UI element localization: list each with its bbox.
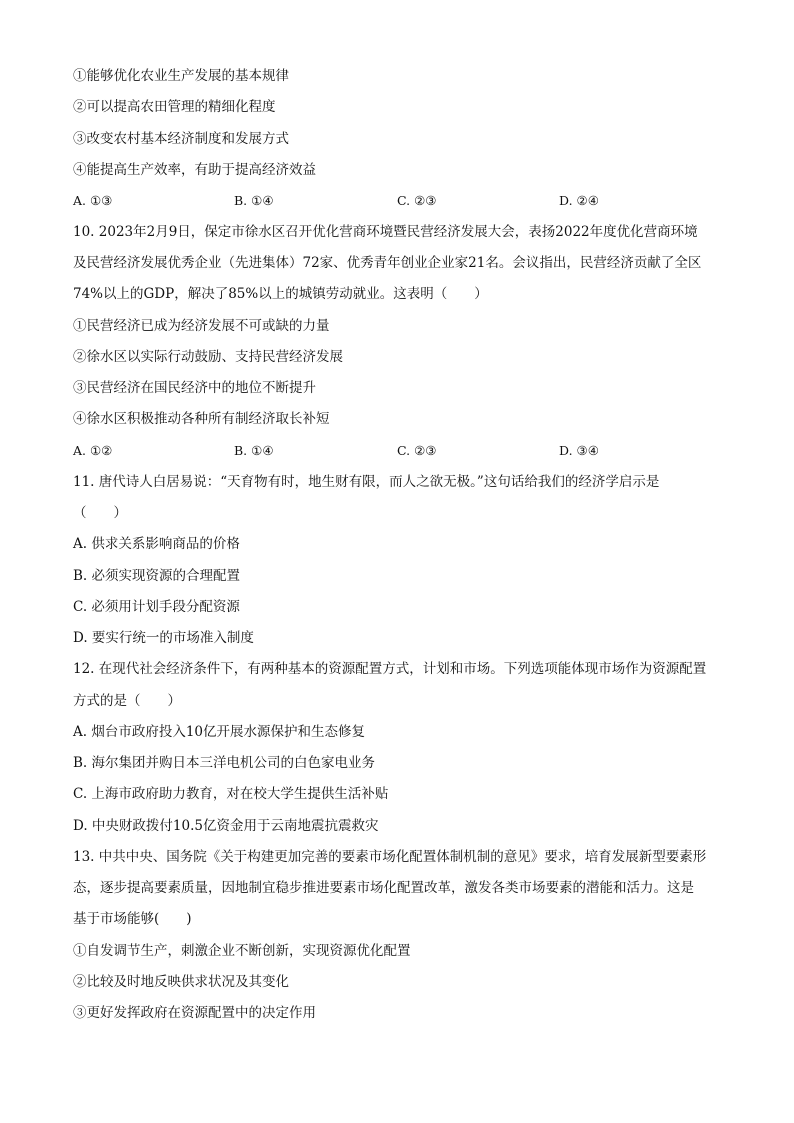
q9-option-d: D. ②④ (559, 193, 599, 208)
q9-options (73, 191, 733, 211)
q9-option-c: C. ②③ (397, 193, 437, 208)
q9-statement-3: ③改变农村基本经济制度和发展方式 (73, 131, 289, 147)
q11-stem-line-2: （ ） (73, 505, 127, 521)
q11-option-b: B. 必须实现资源的合理配置 (73, 568, 241, 584)
q9-statement-2: ②可以提高农田管理的精细化程度 (73, 99, 276, 115)
q11-stem-line-1: 11. 唐代诗人白居易说：“天育物有时，地生财有限，而人之欲无极。”这句话给我们的经济学启示是 (73, 474, 660, 490)
q10-statement-3: ③民营经济在国民经济中的地位不断提升 (73, 380, 316, 396)
q10-stem-line-1: 10. 2023年2月9日，保定市徐水区召开优化营商环境暨民营经济发展大会，表扬2022年度优化营商环境 (73, 224, 698, 240)
q13-statement-3: ③更好发挥政府在资源配置中的决定作用 (73, 1005, 316, 1021)
q11-option-d: D. 要实行统一的市场准入制度 (73, 630, 254, 646)
q12-option-d: D. 中央财政拨付10.5亿资金用于云南地震抗震救灾 (73, 818, 379, 834)
q13-stem-line-2: 态，逐步提高要素质量，因地制宜稳步推进要素市场化配置改革，激发各类市场要素的潜能和活力。这是 (73, 880, 694, 896)
q10-statement-1: ①民营经济已成为经济发展不可或缺的力量 (73, 318, 330, 334)
q10-option-d: D. ③④ (559, 443, 599, 458)
q10-option-a: A. ①② (73, 443, 113, 458)
q12-option-c: C. 上海市政府助力教育，对在校大学生提供生活补贴 (73, 786, 389, 802)
q10-stem-line-3: 74%以上的GDP，解决了85%以上的城镇劳动就业。这表明（ ） (73, 286, 488, 302)
q10-stem-line-2: 及民营经济发展优秀企业（先进集体）72家、优秀青年创业企业家21名。会议指出，民营经济贡献了全区 (73, 255, 702, 271)
q10-option-b: B. ①④ (234, 443, 274, 458)
q13-statement-2: ②比较及时地反映供求状况及其变化 (73, 974, 289, 990)
q12-stem-line-1: 12. 在现代社会经济条件下，有两种基本的资源配置方式，计划和市场。下列选项能体现市场作为资源配置 (73, 661, 707, 677)
q10-statement-2: ②徐水区以实际行动鼓励、支持民营经济发展 (73, 349, 343, 365)
q9-statement-1: ①能够优化农业生产发展的基本规律 (73, 68, 289, 84)
q10-option-c: C. ②③ (397, 443, 437, 458)
q11-option-a: A. 供求关系影响商品的价格 (73, 536, 240, 552)
q13-statement-1: ①自发调节生产，刺激企业不断创新，实现资源优化配置 (73, 943, 411, 959)
q13-stem-line-1: 13. 中共中央、国务院《关于构建更加完善的要素市场化配置体制机制的意见》要求，培育发展新型要素形 (73, 849, 707, 865)
q10-options (73, 441, 733, 461)
q9-option-a: A. ①③ (73, 193, 113, 208)
q9-statement-4: ④能提高生产效率，有助于提高经济效益 (73, 162, 316, 178)
q12-stem-line-2: 方式的是（ ） (73, 693, 181, 709)
q10-statement-4: ④徐水区积极推动各种所有制经济取长补短 (73, 411, 330, 427)
q9-option-b: B. ①④ (234, 193, 274, 208)
q12-option-a: A. 烟台市政府投入10亿开展水源保护和生态修复 (73, 724, 366, 740)
q11-option-c: C. 必须用计划手段分配资源 (73, 599, 240, 615)
q12-option-b: B. 海尔集团并购日本三洋电机公司的白色家电业务 (73, 755, 376, 771)
q13-stem-line-3: 基于市场能够( ) (73, 911, 192, 927)
